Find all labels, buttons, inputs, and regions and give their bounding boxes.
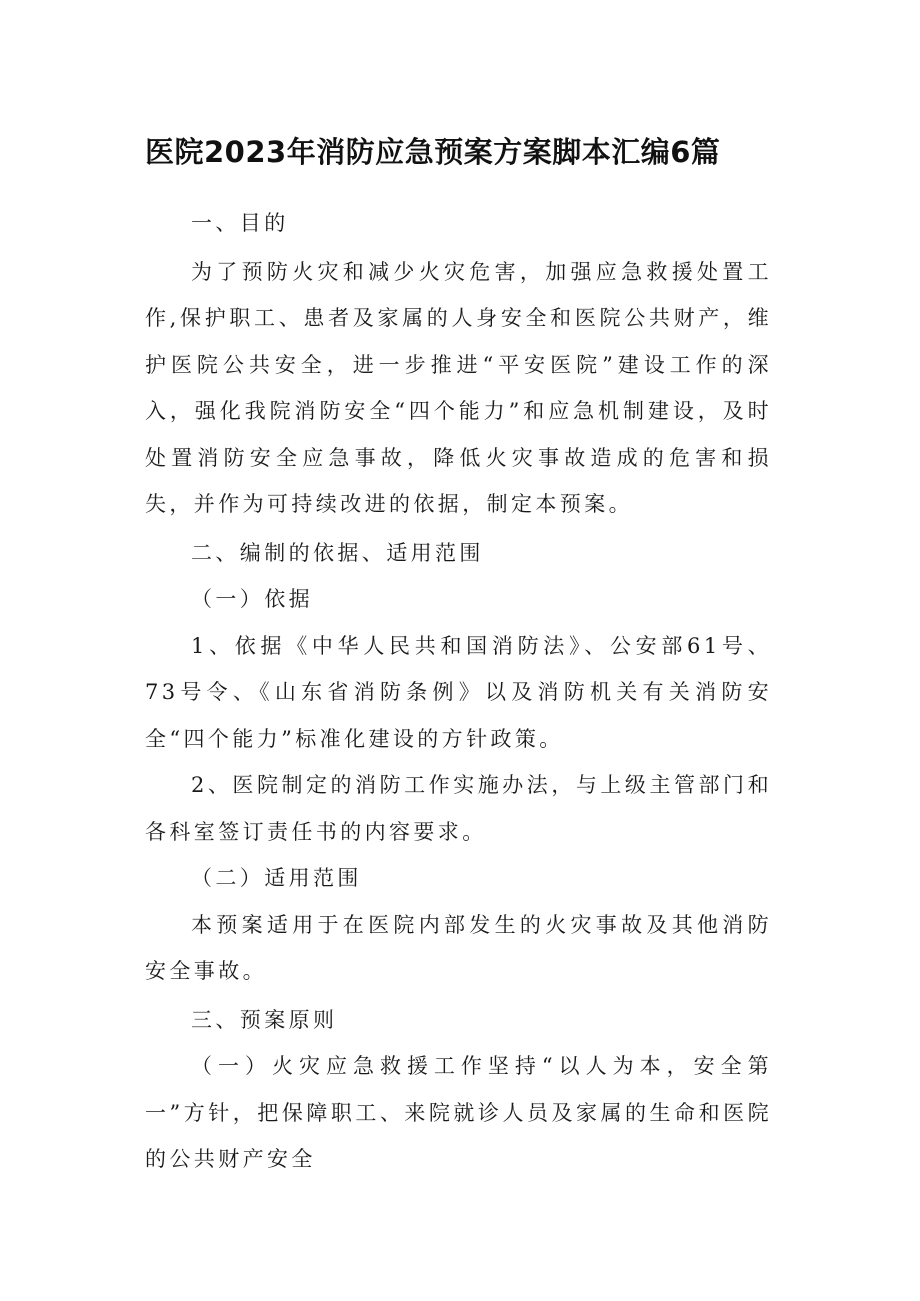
section-heading-purpose: 一、目的 [191,211,289,235]
paragraph-basis-item-2: 2、医院制定的消防工作实施办法，与上级主管部门和各科室签订责任书的内容要求。 [145,773,772,844]
paragraph-purpose: 为了预防火灾和减少火灾危害，加强应急救援处置工作,保护职工、患者及家属的人身安全和医院公共财产，维护医院公共安全，进一步推进“平安医院”建设工作的深入，强化我院消防安全“四个能力”和应急机制建设，及时处置消防安全应急事故，降低火灾事故造成的危害和损失，并作为可持续改进的依据，制定本预案。 [145,259,772,516]
section-heading-principles: 三、预案原则 [191,1007,338,1032]
section-heading-basis-scope: 二、编制的依据、适用范围 [191,540,484,565]
paragraph-principles: （一）火灾应急救援工作坚持“以人为本，安全第一”方针，把保障职工、来院就诊人员及家属的生命和医院的公共财产安全 [145,1054,772,1171]
document-title: 医院2023年消防应急预案方案脚本汇编6篇 [145,135,721,169]
subheading-scope: （二）适用范围 [191,866,362,890]
paragraph-scope: 本预案适用于在医院内部发生的火灾事故及其他消防安全事故。 [145,912,772,983]
subheading-basis: （一）依据 [191,587,313,611]
paragraph-basis-item-1: 1、依据《中华人民共和国消防法》、公安部61号、73号令、《山东省消防条例》以及消防机关有关消防安全“四个能力”标准化建设的方针政策。 [145,633,772,751]
